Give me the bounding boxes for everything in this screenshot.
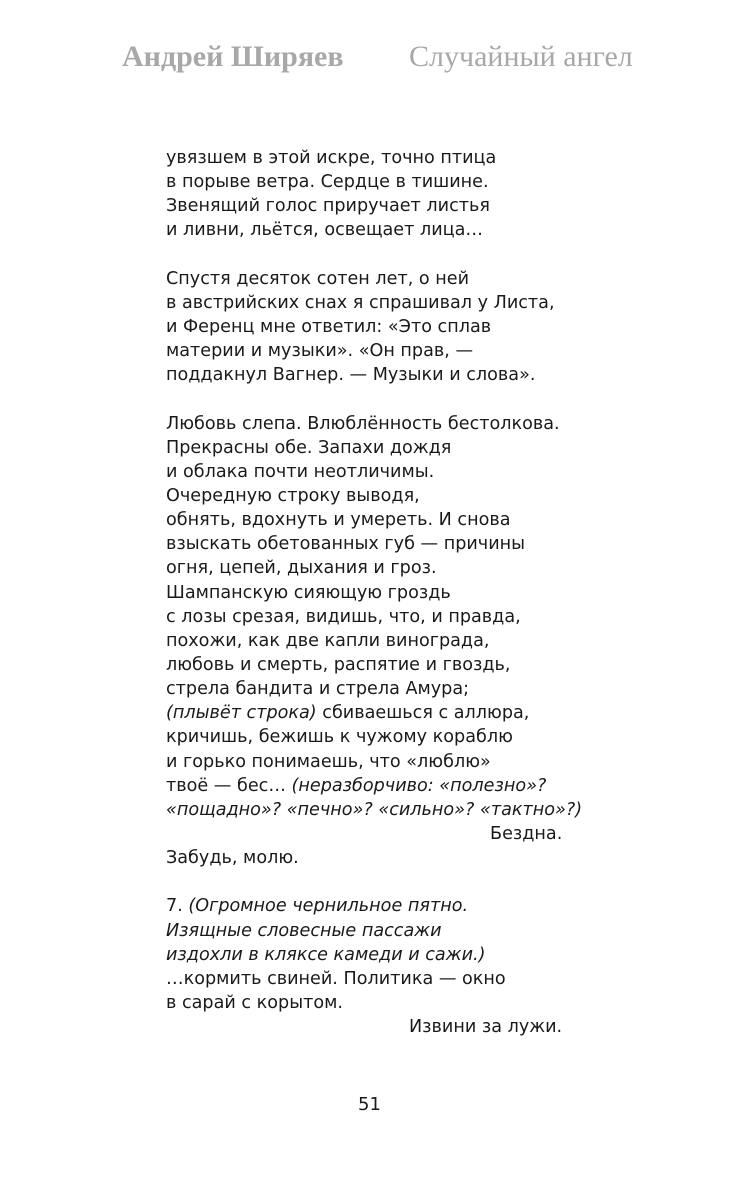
poem-line: Забудь, молю. <box>166 848 299 869</box>
poem-line: Очередную строку выводя, <box>166 485 420 506</box>
poem-line: Любовь слепа. Влюблённость бестолкова. <box>166 413 560 434</box>
poem-line-italic: издохли в кляксе камеди и сажи.) <box>166 944 486 965</box>
poem-line-italic: «пощадно»? «печно»? «сильно»? «тактно»?) <box>166 799 583 820</box>
stanza-gap <box>166 870 626 894</box>
poem-line: поддакнул Вагнер. — Музыки и слова». <box>166 365 536 386</box>
italic-aside: (неразборчиво: «полезно»? <box>291 775 547 796</box>
poem-line: …кормить свиней. Политика — окно <box>166 968 506 989</box>
author-name: Андрей Ширяев <box>122 40 344 73</box>
poem-line: и облака почти неотличимы. <box>166 461 435 482</box>
poem-line-italic: Изящные словесные пассажи <box>166 920 442 941</box>
poem-line: материи и музыки». «Он прав, — <box>166 341 474 362</box>
poem-line: обнять, вдохнуть и умереть. И снова <box>166 510 511 531</box>
line-text: сбиваешься с аллюра, <box>316 703 530 724</box>
poem-line: увязшем в этой искре, точно птица <box>166 148 497 168</box>
poem-line: с лозы срезая, видишь, что, и правда, <box>166 606 521 627</box>
poem-line-right: Бездна. <box>490 823 563 844</box>
poem-line: в сарай с корытом. <box>166 992 343 1013</box>
poem-line: Шампанскую сияющую гроздь <box>166 582 451 603</box>
line-text: твоё — бес… <box>166 775 292 796</box>
section-number: 7. <box>166 896 189 917</box>
italic-aside: (Огромное чернильное пятно. <box>188 896 469 917</box>
poem-line: в порыве ветра. Сердце в тишине. <box>166 172 489 193</box>
poem-line <box>166 701 626 725</box>
poem-line: любовь и смерть, распятие и гвоздь, <box>166 654 511 675</box>
poem-line: взыскать обетованных губ — причины <box>166 534 526 555</box>
poem-line: и горько понимаешь, что «люблю» <box>166 751 491 772</box>
poem-line: стрела бандита и стрела Амура; <box>166 679 470 700</box>
stanza-gap <box>166 387 626 411</box>
poem-line: кричишь, бежишь к чужому кораблю <box>166 727 513 748</box>
poem-line: Прекрасны обе. Запахи дождя <box>166 437 452 458</box>
page-number: 51 <box>358 1094 381 1115</box>
poem-body <box>166 146 626 1039</box>
poem-line-right: Извини за лужи. <box>409 1017 563 1038</box>
poem-line <box>166 774 626 798</box>
book-title: Случайный ангел <box>409 40 633 73</box>
poem-line: и ливни, льётся, освещает лица… <box>166 220 484 241</box>
poem-line: и Ференц мне ответил: «Это сплав <box>166 316 492 337</box>
poem-line: Звенящий голос приручает листья <box>166 196 490 217</box>
poem-line: похожи, как две капли винограда, <box>166 630 490 651</box>
poem-line: в австрийских снах я спрашивал у Листа, <box>166 292 555 313</box>
poem-line: Спустя десяток сотен лет, о ней <box>166 268 470 289</box>
stanza-gap <box>166 243 626 267</box>
italic-aside: (плывёт строка) <box>166 703 317 724</box>
poem-line <box>166 894 626 918</box>
poem-line: огня, цепей, дыхания и гроз. <box>166 558 437 579</box>
